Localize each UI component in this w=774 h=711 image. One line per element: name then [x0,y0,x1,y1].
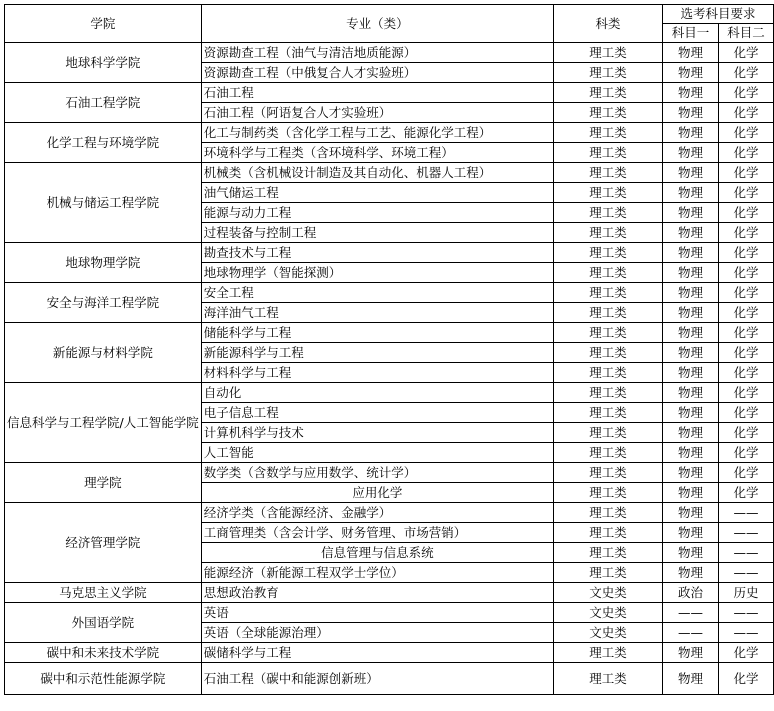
subject-1-cell: 物理 [662,643,718,663]
subject-1-cell: 物理 [662,343,718,363]
major-cell: 勘查技术与工程 [201,243,553,263]
major-cell: 材料科学与工程 [201,363,553,383]
subject-2-cell: 化学 [718,303,773,323]
major-cell: 碳储科学与工程 [201,643,553,663]
college-cell: 马克思主义学院 [5,583,202,603]
subject-1-cell: 物理 [662,423,718,443]
subject-1-cell: 政治 [662,583,718,603]
major-cell: 能源与动力工程 [201,203,553,223]
subject-1-cell: 物理 [662,183,718,203]
table-row [5,503,774,523]
subject-2-cell: 历史 [718,583,773,603]
major-cell: 应用化学 [201,483,553,503]
subject-2-cell: 化学 [718,103,773,123]
category-cell: 理工类 [554,223,663,243]
header-requirement: 选考科目要求 [662,5,773,24]
category-cell: 理工类 [554,263,663,283]
college-cell: 地球科学学院 [5,43,202,83]
major-cell: 石油工程 [201,83,553,103]
subject-1-cell: 物理 [662,363,718,383]
major-cell: 能源经济（新能源工程双学士学位） [201,563,553,583]
table-row [5,243,774,263]
subject-2-cell: 化学 [718,383,773,403]
major-cell: 资源勘查工程（中俄复合人才实验班） [201,63,553,83]
category-cell: 理工类 [554,543,663,563]
major-cell: 环境科学与工程类（含环境科学、环境工程） [201,143,553,163]
subject-1-cell: 物理 [662,43,718,63]
category-cell: 理工类 [554,503,663,523]
subject-1-cell: 物理 [662,123,718,143]
college-cell: 碳中和示范性能源学院 [5,663,202,695]
subject-1-cell: 物理 [662,63,718,83]
category-cell: 理工类 [554,663,663,695]
subject-1-cell: 物理 [662,403,718,423]
subject-1-cell: 物理 [662,523,718,543]
subject-2-cell: 化学 [718,183,773,203]
header-subject-1: 科目一 [662,24,718,43]
category-cell: 理工类 [554,143,663,163]
major-cell: 油气储运工程 [201,183,553,203]
major-cell: 自动化 [201,383,553,403]
major-cell: 英语（全球能源治理） [201,623,553,643]
category-cell: 理工类 [554,83,663,103]
header-subject-2: 科目二 [718,24,773,43]
table-row [5,583,774,603]
subject-2-cell: 化学 [718,403,773,423]
major-cell: 石油工程（碳中和能源创新班） [201,663,553,695]
subject-2-cell: 化学 [718,423,773,443]
major-cell: 数学类（含数学与应用数学、统计学） [201,463,553,483]
major-cell: 海洋油气工程 [201,303,553,323]
subject-1-cell: 物理 [662,223,718,243]
subject-1-cell: 物理 [662,283,718,303]
major-cell: 英语 [201,603,553,623]
college-cell: 理学院 [5,463,202,503]
subject-1-cell: —— [662,603,718,623]
category-cell: 理工类 [554,243,663,263]
table-row [5,163,774,183]
subject-1-cell: 物理 [662,443,718,463]
category-cell: 理工类 [554,563,663,583]
subject-2-cell: 化学 [718,63,773,83]
college-cell: 地球物理学院 [5,243,202,283]
major-cell: 计算机科学与技术 [201,423,553,443]
subject-2-cell: 化学 [718,43,773,63]
subject-1-cell: 物理 [662,163,718,183]
college-cell: 新能源与材料学院 [5,323,202,383]
major-cell: 机械类（含机械设计制造及其自动化、机器人工程） [201,163,553,183]
table-row [5,663,774,695]
subject-1-cell: 物理 [662,143,718,163]
subject-2-cell: 化学 [718,83,773,103]
category-cell: 理工类 [554,123,663,143]
category-cell: 理工类 [554,443,663,463]
category-cell: 理工类 [554,423,663,443]
major-cell: 地球物理学（智能探测） [201,263,553,283]
major-cell: 经济学类（含能源经济、金融学） [201,503,553,523]
subject-2-cell: —— [718,623,773,643]
subject-2-cell: —— [718,523,773,543]
subject-2-cell: 化学 [718,243,773,263]
category-cell: 理工类 [554,323,663,343]
subject-2-cell: 化学 [718,643,773,663]
subject-2-cell: 化学 [718,663,773,695]
subject-2-cell: 化学 [718,323,773,343]
category-cell: 理工类 [554,523,663,543]
subject-2-cell: —— [718,503,773,523]
subject-2-cell: 化学 [718,363,773,383]
category-cell: 理工类 [554,183,663,203]
subject-1-cell: 物理 [662,243,718,263]
subject-1-cell: 物理 [662,203,718,223]
admission-requirements-table [4,4,774,695]
table-body [5,5,774,695]
category-cell: 理工类 [554,103,663,123]
subject-1-cell: 物理 [662,663,718,695]
major-cell: 新能源科学与工程 [201,343,553,363]
header-major: 专业（类） [201,5,553,43]
college-cell: 外国语学院 [5,603,202,643]
category-cell: 理工类 [554,643,663,663]
category-cell: 文史类 [554,603,663,623]
category-cell: 理工类 [554,383,663,403]
category-cell: 理工类 [554,363,663,383]
subject-2-cell: —— [718,603,773,623]
subject-1-cell: 物理 [662,503,718,523]
major-cell: 思想政治教育 [201,583,553,603]
college-cell: 信息科学与工程学院/人工智能学院 [5,383,202,463]
major-cell: 安全工程 [201,283,553,303]
category-cell: 理工类 [554,43,663,63]
major-cell: 工商管理类（含会计学、财务管理、市场营销） [201,523,553,543]
category-cell: 文史类 [554,583,663,603]
table-row [5,463,774,483]
college-cell: 石油工程学院 [5,83,202,123]
major-cell: 资源勘查工程（油气与清洁地质能源） [201,43,553,63]
subject-2-cell: 化学 [718,163,773,183]
subject-2-cell: 化学 [718,263,773,283]
category-cell: 理工类 [554,403,663,423]
college-cell: 经济管理学院 [5,503,202,583]
category-cell: 理工类 [554,203,663,223]
table-row [5,123,774,143]
table-row [5,383,774,403]
table-row [5,283,774,303]
header-category: 科类 [554,5,663,43]
category-cell: 理工类 [554,463,663,483]
subject-2-cell: 化学 [718,123,773,143]
subject-2-cell: 化学 [718,143,773,163]
subject-2-cell: 化学 [718,283,773,303]
major-cell: 石油工程（阿语复合人才实验班） [201,103,553,123]
table-row [5,43,774,63]
table-row [5,323,774,343]
category-cell: 理工类 [554,483,663,503]
subject-1-cell: 物理 [662,303,718,323]
subject-1-cell: 物理 [662,103,718,123]
category-cell: 理工类 [554,163,663,183]
college-cell: 安全与海洋工程学院 [5,283,202,323]
college-cell: 碳中和未来技术学院 [5,643,202,663]
category-cell: 理工类 [554,343,663,363]
table-row [5,83,774,103]
major-cell: 人工智能 [201,443,553,463]
college-cell: 化学工程与环境学院 [5,123,202,163]
subject-2-cell: 化学 [718,483,773,503]
subject-2-cell: 化学 [718,223,773,243]
category-cell: 理工类 [554,63,663,83]
header-college: 学院 [5,5,202,43]
subject-2-cell: —— [718,543,773,563]
major-cell: 过程装备与控制工程 [201,223,553,243]
major-cell: 化工与制药类（含化学工程与工艺、能源化学工程） [201,123,553,143]
subject-2-cell: 化学 [718,203,773,223]
table-row [5,603,774,623]
subject-1-cell: 物理 [662,383,718,403]
category-cell: 理工类 [554,283,663,303]
subject-2-cell: 化学 [718,443,773,463]
subject-1-cell: 物理 [662,83,718,103]
subject-1-cell: 物理 [662,483,718,503]
major-cell: 信息管理与信息系统 [201,543,553,563]
subject-1-cell: 物理 [662,463,718,483]
table-row [5,643,774,663]
subject-2-cell: 化学 [718,463,773,483]
subject-1-cell: 物理 [662,263,718,283]
subject-1-cell: 物理 [662,563,718,583]
subject-1-cell: —— [662,623,718,643]
subject-2-cell: —— [718,563,773,583]
subject-1-cell: 物理 [662,543,718,563]
major-cell: 电子信息工程 [201,403,553,423]
category-cell: 理工类 [554,303,663,323]
major-cell: 储能科学与工程 [201,323,553,343]
college-cell: 机械与储运工程学院 [5,163,202,243]
header-row [5,5,774,24]
subject-1-cell: 物理 [662,323,718,343]
category-cell: 文史类 [554,623,663,643]
subject-2-cell: 化学 [718,343,773,363]
